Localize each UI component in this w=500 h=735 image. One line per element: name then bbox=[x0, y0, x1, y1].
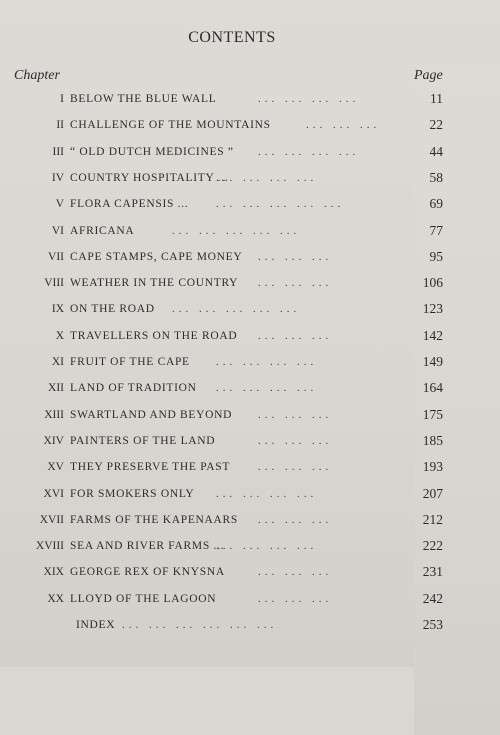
dot-leader: ... ... ... ... ... bbox=[172, 303, 301, 316]
chapter-title: THEY PRESERVE THE PAST bbox=[70, 461, 231, 474]
dot-leader: ... ... ... ... ... bbox=[216, 198, 345, 211]
page-number: 106 bbox=[422, 275, 443, 291]
dot-leader: ... ... ... ... ... bbox=[172, 224, 301, 237]
page-number: 77 bbox=[429, 222, 443, 238]
dot-leader: ... ... ... bbox=[258, 329, 333, 342]
chapter-number: XVI bbox=[43, 487, 64, 500]
dot-leader: ... ... ... ... bbox=[216, 487, 318, 500]
dot-leader: ... ... ... bbox=[258, 408, 333, 421]
dot-leader: ... ... ... bbox=[258, 592, 333, 605]
chapter-number: XVIII bbox=[35, 540, 64, 553]
chapter-title: FARMS OF THE KAPENAARS bbox=[70, 513, 239, 526]
chapter-title: FOR SMOKERS ONLY bbox=[70, 487, 195, 500]
chapter-title: “ OLD DUTCH MEDICINES ” bbox=[70, 145, 234, 158]
toc-entry bbox=[0, 404, 500, 426]
chapter-title: CAPE STAMPS, CAPE MONEY bbox=[70, 250, 243, 263]
dot-leader: ... ... ... ... ... ... bbox=[122, 619, 278, 631]
chapter-number: XII bbox=[48, 382, 64, 395]
page-column-header: Page bbox=[414, 68, 500, 735]
dot-leader: ... ... ... bbox=[258, 513, 333, 526]
page-number: 175 bbox=[422, 406, 443, 422]
chapter-title: GEORGE REX OF KNYSNA bbox=[70, 566, 225, 579]
toc-entry bbox=[0, 246, 500, 268]
chapter-number: XIX bbox=[43, 566, 64, 579]
chapter-title: INDEX bbox=[76, 619, 116, 631]
chapter-number: VIII bbox=[44, 277, 64, 290]
toc-entry bbox=[0, 325, 500, 347]
page-number: 149 bbox=[422, 354, 443, 369]
chapter-number: III bbox=[52, 145, 64, 158]
toc-entry bbox=[0, 272, 500, 294]
toc-entry bbox=[0, 220, 500, 242]
toc-entry bbox=[0, 614, 500, 636]
page-number: 123 bbox=[422, 301, 443, 317]
dot-leader: ... ... ... ... bbox=[216, 540, 318, 553]
page-number: 11 bbox=[430, 91, 443, 106]
chapter-title: AFRICANA bbox=[70, 224, 135, 237]
contents-title: CONTENTS bbox=[188, 29, 276, 46]
page-number: 142 bbox=[422, 327, 443, 343]
dot-leader: ... ... ... bbox=[258, 277, 333, 290]
page-number: 44 bbox=[429, 143, 443, 159]
chapter-number: VII bbox=[48, 250, 64, 263]
page-number: 222 bbox=[422, 538, 443, 554]
chapter-number: I bbox=[60, 93, 64, 105]
dot-leader: ... ... ... bbox=[306, 119, 381, 132]
toc-entry bbox=[0, 430, 500, 452]
chapter-title: SEA AND RIVER FARMS ... bbox=[70, 540, 225, 553]
dot-leader: ... ... ... ... bbox=[216, 171, 318, 184]
chapter-title: FRUIT OF THE CAPE bbox=[70, 356, 190, 368]
page-number: 231 bbox=[422, 564, 443, 580]
toc-entry bbox=[0, 193, 500, 215]
chapter-number: XVII bbox=[39, 513, 64, 526]
toc-entry bbox=[0, 535, 500, 557]
dot-leader: ... ... ... ... bbox=[216, 356, 318, 368]
toc-entry bbox=[0, 351, 500, 373]
chapter-title: LLOYD OF THE LAGOON bbox=[70, 592, 217, 605]
dot-leader: ... ... ... bbox=[258, 461, 333, 474]
toc-entry bbox=[0, 114, 500, 136]
page-number: 69 bbox=[429, 196, 443, 212]
dot-leader: ... ... ... bbox=[258, 566, 333, 579]
toc-entry bbox=[0, 298, 500, 320]
page-number: 164 bbox=[422, 380, 443, 396]
chapter-number: IX bbox=[51, 303, 64, 316]
page-number: 207 bbox=[422, 485, 443, 501]
toc-entry bbox=[0, 483, 500, 505]
chapter-title: BELOW THE BLUE WALL bbox=[70, 93, 217, 105]
chapter-number: XV bbox=[47, 461, 64, 474]
chapter-number: XX bbox=[47, 592, 64, 605]
page-number: 212 bbox=[422, 511, 443, 527]
toc-entry bbox=[0, 167, 500, 189]
chapter-title: CHALLENGE OF THE MOUNTAINS bbox=[70, 119, 271, 132]
toc-entry bbox=[0, 588, 500, 610]
page-number: 22 bbox=[429, 117, 443, 133]
chapter-number: XIII bbox=[44, 408, 64, 421]
dot-leader: ... ... ... ... bbox=[258, 145, 360, 158]
toc-entry bbox=[0, 88, 500, 110]
chapter-title: SWARTLAND AND BEYOND bbox=[70, 408, 233, 421]
dot-leader: ... ... ... ... bbox=[216, 382, 318, 395]
chapter-number: XIV bbox=[43, 434, 64, 447]
chapter-number: X bbox=[55, 329, 64, 342]
chapter-title: COUNTRY HOSPITALITY ... bbox=[70, 171, 229, 184]
dot-leader: ... ... ... ... bbox=[258, 93, 360, 105]
chapter-number: XI bbox=[51, 356, 64, 368]
toc-entry bbox=[0, 456, 500, 478]
toc-entry bbox=[0, 509, 500, 531]
chapter-number: V bbox=[55, 198, 64, 211]
chapter-number: II bbox=[56, 119, 64, 132]
dot-leader: ... ... ... bbox=[258, 250, 333, 263]
chapter-title: ON THE ROAD bbox=[70, 303, 155, 316]
page-number: 58 bbox=[429, 169, 443, 185]
page-number: 253 bbox=[422, 617, 443, 632]
chapter-title: TRAVELLERS ON THE ROAD bbox=[70, 329, 238, 342]
page-number: 242 bbox=[422, 590, 443, 606]
chapter-title: LAND OF TRADITION bbox=[70, 382, 197, 395]
chapter-title: FLORA CAPENSIS ... bbox=[70, 198, 189, 211]
chapter-title: WEATHER IN THE COUNTRY bbox=[70, 277, 239, 290]
page-number: 95 bbox=[429, 248, 443, 264]
page-number: 185 bbox=[422, 432, 443, 448]
page-number: 193 bbox=[422, 459, 443, 475]
chapter-number: IV bbox=[51, 171, 64, 184]
chapter-number: VI bbox=[51, 224, 64, 237]
chapter-column-header: Chapter bbox=[14, 68, 60, 83]
toc-entry bbox=[0, 561, 500, 583]
toc-entry bbox=[0, 141, 500, 163]
dot-leader: ... ... ... bbox=[258, 434, 333, 447]
chapter-title: PAINTERS OF THE LAND bbox=[70, 434, 216, 447]
toc-entry bbox=[0, 377, 500, 399]
